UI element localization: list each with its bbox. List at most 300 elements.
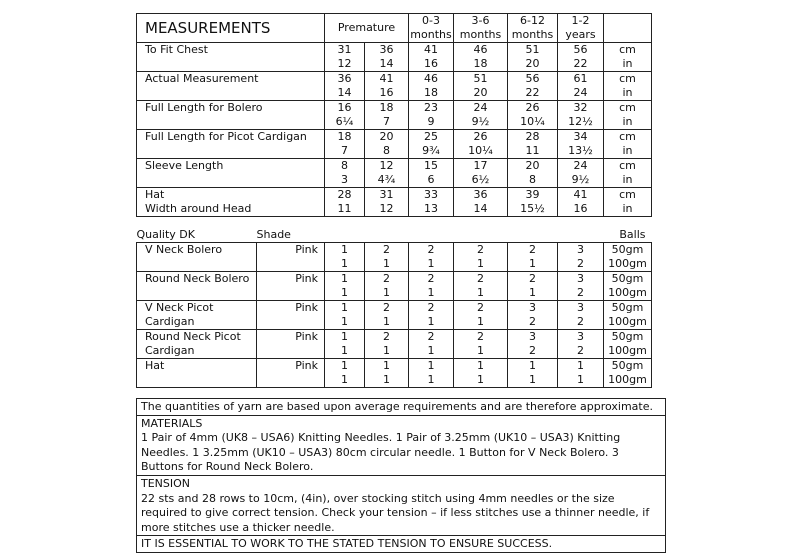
ball-count	[365, 330, 409, 359]
ball-weight-100: 100gm	[608, 315, 647, 328]
notes-box	[136, 398, 666, 553]
value-in: 24	[573, 86, 588, 99]
measurement-units	[604, 159, 652, 188]
ball-count-50gm: 3	[529, 330, 536, 343]
empty-header-cell	[365, 228, 409, 243]
ball-count-50gm: 3	[577, 330, 584, 343]
ball-count	[409, 243, 454, 272]
garment-label	[137, 330, 257, 359]
measurement-value	[508, 159, 558, 188]
value-in: 3	[341, 173, 348, 186]
ball-count-100gm: 1	[477, 373, 484, 386]
ball-weight	[604, 272, 652, 301]
ball-count-100gm: 1	[341, 373, 348, 386]
measurement-value	[508, 43, 558, 72]
value-cm: 8	[341, 159, 348, 172]
measurement-value	[365, 159, 409, 188]
measurement-value	[325, 188, 365, 217]
measurement-label	[137, 130, 325, 159]
unit-cm: cm	[619, 130, 636, 143]
value-cm: 51	[525, 43, 540, 56]
ball-count-100gm: 1	[341, 315, 348, 328]
value-cm: 24	[473, 101, 488, 114]
value-cm: 28	[525, 130, 540, 143]
ball-count-100gm: 1	[529, 286, 536, 299]
ball-count-50gm: 2	[477, 272, 484, 285]
value-in: 8	[529, 173, 536, 186]
ball-count-50gm: 2	[427, 330, 435, 343]
value-cm: 23	[424, 101, 438, 114]
ball-count	[508, 330, 558, 359]
ball-count-50gm: 1	[341, 359, 348, 372]
ball-count-50gm: 2	[529, 272, 536, 285]
ball-count-100gm: 1	[427, 286, 435, 299]
garment-label-line1: V Neck Picot	[145, 301, 214, 314]
garment-label-line1: Round Neck Picot	[145, 330, 241, 343]
measurement-row	[137, 72, 652, 101]
unit-in: in	[622, 57, 633, 70]
ball-count-50gm: 3	[577, 272, 584, 285]
value-cm: 34	[573, 130, 588, 143]
empty-header-cell	[409, 228, 454, 243]
unit-cm: cm	[619, 101, 636, 114]
value-in: 8	[383, 144, 390, 157]
measurement-value	[558, 101, 604, 130]
unit-in: in	[622, 173, 633, 186]
size-header-line2: years	[565, 28, 596, 41]
value-cm: 36	[473, 188, 488, 201]
tension-body: 22 sts and 28 rows to 10cm, (4in), over stocking stitch using 4mm needles or the size required to give correct tension. Check your tension – if less stitches use a thinner needle, if more stitches use a thicker needle.	[141, 491, 650, 534]
value-cm: 61	[573, 72, 588, 85]
ball-count-100gm: 1	[383, 286, 390, 299]
measurement-row	[137, 130, 652, 159]
value-in: 20	[525, 57, 540, 70]
measurement-label	[137, 101, 325, 130]
size-header	[454, 14, 508, 43]
value-in: 7	[341, 144, 348, 157]
yarn-row	[137, 243, 652, 272]
value-in: 6	[427, 173, 435, 186]
ball-count	[325, 272, 365, 301]
value-cm: 33	[424, 188, 438, 201]
value-cm: 56	[573, 43, 588, 56]
measurement-label-line2	[145, 115, 324, 129]
ball-count-100gm: 1	[577, 373, 584, 386]
ball-count	[508, 359, 558, 388]
ball-count	[409, 330, 454, 359]
value-in: 18	[424, 86, 438, 99]
size-header-line1: 3-6	[471, 14, 490, 27]
value-in: 12	[337, 57, 352, 70]
value-cm: 39	[525, 188, 540, 201]
garment-label-line1: Round Neck Bolero	[145, 272, 250, 285]
value-in: 13	[424, 202, 438, 215]
measurement-value	[508, 72, 558, 101]
value-cm: 46	[473, 43, 488, 56]
ball-count-100gm: 1	[383, 315, 390, 328]
ball-count	[454, 359, 508, 388]
measurement-value	[558, 43, 604, 72]
materials-title: MATERIALS	[141, 416, 203, 430]
ball-weight-50: 50gm	[611, 301, 644, 314]
size-header-line1: Premature	[337, 21, 396, 34]
ball-count	[454, 330, 508, 359]
size-header-line2: months	[410, 28, 452, 41]
value-in: 9½	[471, 115, 490, 128]
value-cm: 16	[337, 101, 352, 114]
garment-label	[137, 243, 257, 272]
measurement-units	[604, 101, 652, 130]
measurement-value	[454, 72, 508, 101]
ball-count-50gm: 2	[383, 301, 390, 314]
value-in: 9½	[571, 173, 590, 186]
garment-label-line2	[145, 373, 256, 387]
measurement-label-line2	[145, 144, 324, 158]
value-in: 14	[473, 202, 488, 215]
value-in: 11	[525, 144, 540, 157]
measurement-units	[604, 43, 652, 72]
size-header-line2: months	[459, 28, 502, 41]
measurement-value	[325, 72, 365, 101]
ball-count	[325, 243, 365, 272]
value-in: 15½	[520, 202, 545, 215]
units-header	[604, 14, 652, 43]
value-in: 4¾	[377, 173, 396, 186]
measurement-value	[508, 130, 558, 159]
unit-in: in	[622, 115, 633, 128]
ball-weight	[604, 330, 652, 359]
value-in: 10¼	[520, 115, 545, 128]
tension-title: TENSION	[141, 476, 191, 490]
value-in: 6¼	[335, 115, 354, 128]
measurement-value	[454, 188, 508, 217]
ball-count-100gm: 2	[577, 286, 584, 299]
measurement-label-line1: Actual Measurement	[145, 72, 259, 85]
value-cm: 20	[379, 130, 394, 143]
ball-count-100gm: 1	[383, 373, 390, 386]
value-in: 12½	[568, 115, 593, 128]
shade-value: Pink	[257, 301, 325, 330]
ball-count-100gm: 1	[427, 315, 435, 328]
value-in: 22	[573, 57, 588, 70]
value-in: 22	[525, 86, 540, 99]
value-in: 16	[379, 86, 394, 99]
ball-weight	[604, 359, 652, 388]
ball-weight	[604, 243, 652, 272]
ball-count-100gm: 2	[529, 344, 536, 357]
measurement-value	[454, 159, 508, 188]
ball-count	[558, 301, 604, 330]
measurement-value	[365, 43, 409, 72]
ball-weight-50: 50gm	[611, 359, 644, 372]
measurement-label	[137, 188, 325, 217]
ball-count-50gm: 2	[383, 272, 390, 285]
value-in: 9	[427, 115, 435, 128]
ball-count	[409, 301, 454, 330]
quality-label: Quality DK	[136, 228, 195, 241]
ball-weight-100: 100gm	[608, 257, 647, 270]
unit-in: in	[622, 86, 633, 99]
ball-count-100gm: 1	[477, 286, 484, 299]
value-cm: 41	[573, 188, 588, 201]
measurements-table	[136, 13, 652, 217]
garment-label	[137, 301, 257, 330]
empty-header-cell	[325, 228, 365, 243]
ball-count-100gm: 1	[477, 315, 484, 328]
value-in: 11	[337, 202, 352, 215]
ball-weight	[604, 301, 652, 330]
ball-count-50gm: 2	[477, 301, 484, 314]
measurement-label-line2	[145, 173, 324, 187]
unit-cm: cm	[619, 72, 636, 85]
quality-header-row	[137, 228, 652, 243]
value-in: 10¼	[468, 144, 493, 157]
ball-count-50gm: 2	[383, 330, 390, 343]
measurement-row	[137, 101, 652, 130]
value-cm: 56	[525, 72, 540, 85]
measurement-label	[137, 159, 325, 188]
ball-count	[558, 330, 604, 359]
ball-count	[558, 243, 604, 272]
value-in: 12	[379, 202, 394, 215]
ball-count-100gm: 1	[477, 257, 484, 270]
size-header	[508, 14, 558, 43]
measurement-value	[365, 188, 409, 217]
ball-count-100gm: 1	[383, 257, 390, 270]
value-in: 9¾	[422, 144, 440, 157]
ball-count-50gm: 1	[341, 330, 348, 343]
measurement-label-line1: Full Length for Picot Cardigan	[145, 130, 307, 143]
yarn-row	[137, 359, 652, 388]
ball-count-100gm: 2	[577, 344, 584, 357]
materials-body: 1 Pair of 4mm (UK8 – USA6) Knitting Needles. 1 Pair of 3.25mm (UK10 – USA3) Knitting Needles. 1 3.25mm (UK10 – USA3) 80cm circular needle. 1 Button for V Neck Bolero. 3 Buttons for Round Neck Bolero.	[141, 431, 621, 474]
ball-count-100gm: 1	[383, 344, 390, 357]
measurements-header-row	[137, 14, 652, 43]
value-cm: 26	[473, 130, 488, 143]
unit-in: in	[622, 144, 633, 157]
value-cm: 18	[379, 101, 394, 114]
ball-count-50gm: 3	[577, 301, 584, 314]
value-cm: 31	[337, 43, 352, 56]
measurement-label	[137, 43, 325, 72]
tension-section	[137, 475, 665, 535]
measurement-value	[454, 43, 508, 72]
quantities-note: The quantities of yarn are based upon average requirements and are therefore approximate.	[141, 400, 653, 413]
ball-count-100gm: 1	[529, 373, 536, 386]
value-cm: 25	[424, 130, 438, 143]
empty-header-cell	[508, 228, 558, 243]
garment-label-line2: Cardigan	[145, 344, 195, 357]
size-header-line1: 1-2	[571, 14, 590, 27]
ball-count	[508, 301, 558, 330]
measurement-label-line1: To Fit Chest	[145, 43, 208, 56]
value-cm: 12	[379, 159, 394, 172]
measurement-value	[409, 188, 454, 217]
ball-count	[325, 359, 365, 388]
measurement-units	[604, 188, 652, 217]
ball-weight-50: 50gm	[611, 330, 644, 343]
unit-cm: cm	[619, 43, 636, 56]
ball-count-100gm: 1	[529, 257, 536, 270]
measurement-value	[454, 130, 508, 159]
shade-value: Pink	[257, 272, 325, 301]
value-cm: 36	[379, 43, 394, 56]
garment-label	[137, 359, 257, 388]
garment-label-line1: V Neck Bolero	[145, 243, 223, 256]
ball-count	[454, 243, 508, 272]
yarn-row	[137, 301, 652, 330]
ball-count-100gm: 1	[341, 286, 348, 299]
value-cm: 15	[424, 159, 438, 172]
measurement-value	[409, 130, 454, 159]
value-in: 6½	[471, 173, 490, 186]
ball-weight-100: 100gm	[608, 344, 647, 357]
ball-count-100gm: 1	[427, 344, 435, 357]
measurement-label-line2	[145, 86, 324, 100]
value-cm: 18	[337, 130, 352, 143]
ball-count-100gm: 2	[529, 315, 536, 328]
ball-count	[508, 272, 558, 301]
ball-count-50gm: 1	[577, 359, 584, 372]
size-header-line2: months	[511, 28, 554, 41]
ball-count-50gm: 2	[427, 243, 435, 256]
measurement-units	[604, 130, 652, 159]
ball-count-50gm: 1	[341, 272, 348, 285]
value-in: 14	[337, 86, 352, 99]
size-header	[558, 14, 604, 43]
value-cm: 46	[424, 72, 438, 85]
measurement-label-line2: Width around Head	[145, 202, 252, 215]
value-in: 18	[473, 57, 488, 70]
ball-count	[365, 272, 409, 301]
measurement-value	[558, 188, 604, 217]
measurement-row	[137, 43, 652, 72]
measurement-value	[558, 130, 604, 159]
ball-count-100gm: 1	[427, 257, 435, 270]
measurement-label-line1: Full Length for Bolero	[145, 101, 263, 114]
ball-count-50gm: 2	[427, 272, 435, 285]
ball-count-50gm: 2	[477, 243, 484, 256]
value-cm: 26	[525, 101, 540, 114]
empty-header-cell	[454, 228, 508, 243]
ball-count	[558, 359, 604, 388]
value-cm: 20	[525, 159, 540, 172]
garment-label	[137, 272, 257, 301]
balls-header: Balls	[619, 228, 646, 241]
value-in: 13½	[568, 144, 593, 157]
ball-count-100gm: 1	[477, 344, 484, 357]
unit-in: in	[622, 202, 633, 215]
measurement-value	[558, 72, 604, 101]
ball-count	[508, 243, 558, 272]
ball-weight-50: 50gm	[611, 243, 644, 256]
measurement-value	[409, 43, 454, 72]
ball-weight-100: 100gm	[608, 286, 647, 299]
ball-count	[454, 301, 508, 330]
ball-count-100gm: 1	[341, 257, 348, 270]
ball-count	[325, 330, 365, 359]
measurement-row	[137, 159, 652, 188]
size-header	[409, 14, 454, 43]
value-cm: 31	[379, 188, 394, 201]
ball-count	[365, 359, 409, 388]
ball-count-50gm: 2	[383, 243, 390, 256]
measurement-value	[325, 159, 365, 188]
ball-count-50gm: 1	[529, 359, 536, 372]
value-cm: 32	[573, 101, 588, 114]
ball-count	[558, 272, 604, 301]
materials-section	[137, 415, 665, 475]
measurement-label-line1: Sleeve Length	[145, 159, 224, 172]
value-cm: 17	[473, 159, 488, 172]
garment-label-line2: Cardigan	[145, 315, 195, 328]
measurement-value	[558, 159, 604, 188]
shade-value: Pink	[257, 330, 325, 359]
garment-label-line2	[145, 257, 256, 271]
ball-count	[325, 301, 365, 330]
unit-cm: cm	[619, 159, 636, 172]
value-in: 16	[573, 202, 588, 215]
measurement-row	[137, 188, 652, 217]
yarn-row	[137, 330, 652, 359]
ball-count-100gm: 2	[577, 315, 584, 328]
value-cm: 36	[337, 72, 352, 85]
garment-label-line1: Hat	[145, 359, 165, 372]
measurement-value	[325, 130, 365, 159]
value-cm: 28	[337, 188, 352, 201]
size-header	[325, 14, 409, 43]
garment-label-line2	[145, 286, 256, 300]
measurement-value	[325, 101, 365, 130]
measurement-value	[365, 101, 409, 130]
value-cm: 24	[573, 159, 588, 172]
ball-count-50gm: 3	[529, 301, 536, 314]
measurement-units	[604, 72, 652, 101]
ball-count-100gm: 1	[427, 373, 435, 386]
measurement-value	[409, 101, 454, 130]
unit-cm: cm	[619, 188, 636, 201]
value-in: 14	[379, 57, 394, 70]
value-cm: 41	[379, 72, 394, 85]
value-in: 7	[383, 115, 390, 128]
measurement-value	[508, 188, 558, 217]
measurement-value	[365, 72, 409, 101]
empty-header-cell	[558, 228, 604, 243]
ball-count	[365, 243, 409, 272]
size-header-line1: 6-12	[520, 14, 545, 27]
measurement-label	[137, 72, 325, 101]
measurement-value	[409, 72, 454, 101]
ball-count-50gm: 1	[477, 359, 484, 372]
shade-value: Pink	[257, 243, 325, 272]
measurement-value	[409, 159, 454, 188]
ball-count-50gm: 1	[383, 359, 390, 372]
ball-count-100gm: 2	[577, 257, 584, 270]
ball-count-50gm: 1	[341, 301, 348, 314]
essential-note: IT IS ESSENTIAL TO WORK TO THE STATED TENSION TO ENSURE SUCCESS.	[137, 535, 665, 552]
ball-count-50gm: 2	[427, 301, 435, 314]
yarn-row	[137, 272, 652, 301]
ball-count-100gm: 1	[341, 344, 348, 357]
measurement-value	[454, 101, 508, 130]
ball-count	[454, 272, 508, 301]
measurement-value	[508, 101, 558, 130]
yarn-quantity-table	[136, 228, 652, 388]
size-header-line1: 0-3	[422, 14, 440, 27]
measurement-value	[325, 43, 365, 72]
ball-count	[365, 301, 409, 330]
shade-value: Pink	[257, 359, 325, 388]
